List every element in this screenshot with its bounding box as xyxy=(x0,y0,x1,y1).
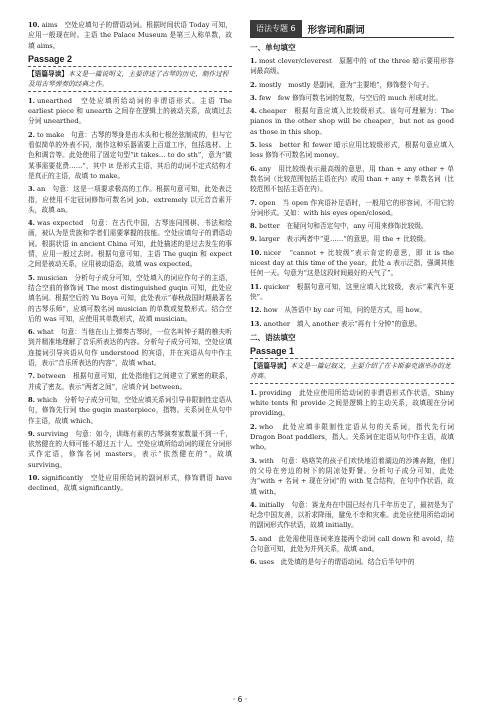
left-top-entries xyxy=(28,20,232,51)
answer-text: open 当 open 作宾语补足语时，一般用它的形容词，不用它的分词形式。又如：with his eyes open/closed。 xyxy=(250,198,454,217)
answer-number: 3. xyxy=(250,93,257,102)
answer-text: what 句意：当他在山上弹奏古琴时，一位名叫钟子期的樵夫听到并精准地理解了音乐所表达的内容。分析句子成分可知，空处应填连接词引导宾语从句作 understood 的宾语，并在宾语从句中作主语，表示“音乐所表达的内容”，故填 what。 xyxy=(28,328,232,368)
answer-entry xyxy=(250,422,454,453)
answer-text: to make 句意：古琴的琴身是由木头和七根丝弦制成的，但与它看似简单的外表不同，制作这种乐器需要上百道工序，包括选材、上色和调音等。此处使用了固定句型“it takes… to do sth”，意为“做某事需要花费……”，其中 it 是形式主语，其后的动词不定式结构才是真正的主语，故填 to make。 xyxy=(28,130,232,180)
reading-guide-tag: 【语篇导读】 xyxy=(250,361,291,370)
answer-number: 9. xyxy=(250,235,257,244)
answer-entry xyxy=(28,20,232,51)
answer-text: aims 空处应填句子的谓语动词。根据时间状语 Today 可知，应用一般现在时。主语 the Palace Museum 是第三人称单数，故填 aims。 xyxy=(28,21,232,50)
answer-text: surviving 句意：如今，训练有素的古琴演奏家数量不到一千，依然健在的大师可能不超过五十人。空处应填所给动词的现在分词形式作定语，修饰名词 masters，表示“依然健在的”，故填 surviving。 xyxy=(28,429,232,469)
answer-number: 10. xyxy=(28,21,40,29)
answer-number: 9. xyxy=(28,429,35,438)
section-heading-single-fill: 一、单句填空 xyxy=(250,43,296,52)
answer-entry xyxy=(28,218,232,269)
answer-number: 2. xyxy=(250,80,257,89)
right-column xyxy=(250,20,454,571)
reading-guide-tag: 【语篇导读】 xyxy=(28,69,69,78)
answer-number: 6. xyxy=(250,164,257,173)
answer-entry xyxy=(28,371,232,392)
left-column xyxy=(28,20,232,497)
answer-entry xyxy=(28,184,232,215)
answer-text: providing 此处应使用所给动词的非谓语形式作状语，Shiny white tents 和 provide 之间是逻辑上的主动关系，故填现在分词 providing。 xyxy=(250,388,454,418)
answer-number: 5. xyxy=(250,141,257,150)
answer-number: 1. xyxy=(250,388,257,397)
answer-entry xyxy=(28,395,232,426)
answer-text: any 用比较级表示最高级的意思，用 than + any other + 单数名词（比较范围包括主语在内）或用 than + any + 单数名词（比较范围不包括主语在内）。 xyxy=(250,164,454,194)
passage-1-heading: Passage 1 xyxy=(250,345,295,356)
answer-number: 3. xyxy=(250,456,257,465)
answer-text: initially 句意：赛龙舟在中国已经有几千年历史了，最初是为了纪念中国友善，以祈求降雨，避免不幸和灾难。此处应使用所给动词的副词形式作状语，故填 initially。 xyxy=(250,500,454,530)
answer-text: few few 修饰可数名词的复数，与空后的 much 形成对比。 xyxy=(258,93,443,102)
answer-entry xyxy=(250,140,454,161)
section-heading-grammar-fill: 二、语法填空 xyxy=(250,332,296,342)
answer-entry xyxy=(28,473,232,494)
answer-text: most clever/cleverest 原题中的 of the three 暗示要用形容词最高级。 xyxy=(250,57,454,76)
answer-entry xyxy=(28,273,232,324)
answer-number: 10. xyxy=(250,248,262,257)
answer-text: larger 表示两者中“更……”的意思，用 the + 比较级。 xyxy=(258,235,430,244)
answer-entry xyxy=(28,96,232,127)
answer-entry xyxy=(250,56,454,77)
answer-text: who 此处应填非限制性定语从句的关系词，指代先行词 Dragon Boat paddlers，指人。关系词在定语从句中作主语，故填 who。 xyxy=(250,422,454,452)
answer-text: how 从答语中 by car 可知，问的是方式，用 how。 xyxy=(263,306,427,315)
answer-number: 12. xyxy=(250,306,262,315)
answer-entry xyxy=(250,557,454,567)
answer-entry xyxy=(250,80,454,90)
answer-number: 4. xyxy=(28,219,35,228)
answer-entry xyxy=(250,388,454,419)
reading-guide-text: 本文是一篇说明文，主要讲述了古琴的历史、制作过程及用古琴弹奏的经典之作。 xyxy=(28,69,229,88)
answer-number: 5. xyxy=(28,273,35,282)
topic-header xyxy=(250,20,454,38)
answer-text: with 句意：咯咯笑的孩子们欢快地沿着湖边的沙滩奔跑，他们的父母在旁边的树下的阴凉处野餐。分析句子成分可知，此处为“with + 名词 + 现在分词”的 with 复合结构，在句中作状语，故填 with。 xyxy=(250,456,454,496)
topic-title: 形容词和副词 xyxy=(307,24,365,36)
answer-text: better 在疑问句和否定句中，any 可用来修饰比较级。 xyxy=(258,222,428,231)
answer-text: between 根据句意可知，此处指他们之间建立了紧密的联系，并成了密友。表示“两者之间”，应填介词 between。 xyxy=(28,372,232,391)
answer-number: 3. xyxy=(28,185,35,194)
answer-number: 7. xyxy=(250,198,257,207)
passage-2-heading: Passage 2 xyxy=(28,53,73,64)
single-fill-answer-list xyxy=(250,56,454,329)
answer-number: 13. xyxy=(250,319,262,328)
answer-number: 2. xyxy=(28,130,35,139)
answer-entry xyxy=(28,327,232,368)
grammar-fill-answer-list xyxy=(250,388,454,568)
answer-entry xyxy=(28,429,232,470)
answer-entry xyxy=(250,106,454,137)
answer-number: 8. xyxy=(28,395,35,404)
answer-entry xyxy=(250,500,454,531)
answer-number: 1. xyxy=(28,96,35,105)
answer-text: cheaper 根据句意应填入比较级形式。该句可理解为：The pianos in the other shop will be cheaper，but not as good as those in this shop。 xyxy=(250,107,454,136)
left-answer-list xyxy=(28,96,232,494)
answer-entry xyxy=(250,221,454,231)
answer-number: 4. xyxy=(250,107,257,116)
answer-text: significantly 空处应用所给词的副词形式，修饰谓语 have declined，故填 significantly。 xyxy=(28,473,232,493)
answer-number: 10. xyxy=(28,473,40,482)
answer-number: 2. xyxy=(250,422,257,431)
answer-text: mostly mostly 是副词，意为“主要地”，修饰整个句子。 xyxy=(258,80,434,89)
answer-number: 4. xyxy=(250,500,257,509)
answer-entry xyxy=(250,164,454,195)
answer-text: another 填入 another 表示“再有十分钟”的意思。 xyxy=(263,319,422,328)
answer-text: unearthed 空处应填所给动词的非谓语形式。主语 The earliest piece 和 unearth 之间存在逻辑上的被动关系，故填过去分词 unearthed。 xyxy=(28,96,232,126)
answer-entry xyxy=(28,130,232,181)
reading-guide-text: 本文是一篇记叙文，主要介绍了在卡斯泰克湖举办的龙舟赛。 xyxy=(250,361,451,380)
answer-number: 11. xyxy=(250,282,262,291)
answer-text: uses 此处填的是句子的谓语动词。结合后半句中的 xyxy=(258,558,415,567)
reading-guide-box xyxy=(28,66,232,92)
answer-entry xyxy=(250,534,454,555)
answer-number: 8. xyxy=(250,222,257,231)
answer-number: 5. xyxy=(250,534,257,543)
answer-text: musician 分析句子成分可知，空处填入的词应作句子的主语，结合空前的修饰词 The most distinguished guqin 可知，此处应填名词。根据空后的 Yu Boya 可知，此处表示“春秋战国时期最著名的古琴乐师”，应填可数名词 musician 的单数或复数形式。结合空后的 was 可知，应使用其单数形式，故填 musician。 xyxy=(28,273,232,323)
answer-text: quicker 根据句意可知，这里应填入比较级，表示“乘汽车更快”。 xyxy=(250,282,454,301)
answer-number: 1. xyxy=(250,57,257,65)
answer-text: and 此处需使用连词来连接两个动词 call down 和 avoid，结合句意可知，此处为并列关系，故填 and。 xyxy=(250,534,454,553)
answer-text: nicer “cannot + 比较级”表示肯定的意思，即 it is the nicest day at this time of the year。此处 a 表示泛指，强调其他任何一天。句意为“这是这段时间最好的天气了”。 xyxy=(250,248,454,278)
answer-entry xyxy=(250,319,454,329)
answer-text: an 句意：这是一项要求极高的工作。根据句意可知，此处表泛指，应使用不定冠词修饰可数名词 job。extremely 以元音音素开头，故填 an。 xyxy=(28,185,232,214)
answer-text: which 分析句子成分可知，空处应填关系词引导非限制性定语从句，修饰先行词 the guqin masterpiece，指物。关系词在从句中作主语，故填 which。 xyxy=(28,395,232,425)
answer-text: was expected 句意：在古代中国，古琴连同围棋、书法和绘画，被认为是贵族和学者们需要掌握的技能。空处应填句子的谓语动词。根据状语 in ancient China 可知，此处描述的是过去发生的事情，应用一般过去时。根据句意可知，主语 The guqin 和 expect 之间是被动关系，应用被动语态，故填 was expected。 xyxy=(28,219,232,269)
answer-entry xyxy=(250,198,454,219)
answer-entry xyxy=(250,305,454,315)
page-number: · 6 · xyxy=(232,695,248,704)
answer-entry xyxy=(250,248,454,279)
answer-entry xyxy=(250,456,454,497)
answer-number: 7. xyxy=(28,372,35,381)
answer-entry xyxy=(250,234,454,244)
answer-number: 6. xyxy=(28,328,35,337)
reading-guide-box xyxy=(250,358,454,384)
answer-number: 6. xyxy=(250,558,257,567)
answer-entry xyxy=(250,93,454,103)
answer-entry xyxy=(250,282,454,303)
answer-text: less better 和 fewer 暗示应用比较级形式，根据句意应填入 less 修饰不可数名词 money。 xyxy=(250,141,454,160)
topic-label: 语法专题 6 xyxy=(250,20,302,37)
